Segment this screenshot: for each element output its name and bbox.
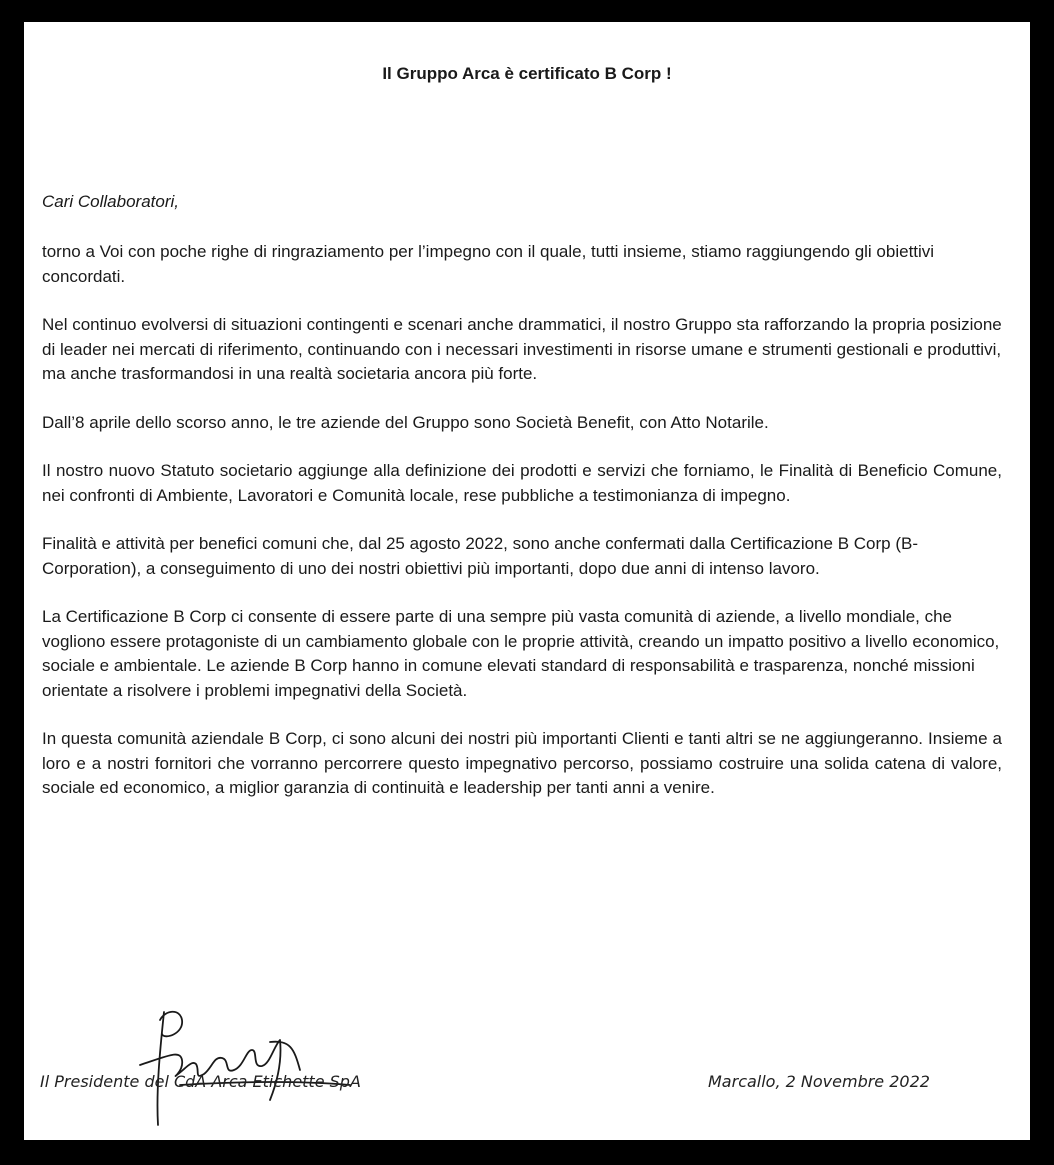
letter-body <box>42 240 1002 825</box>
signer-line: Il Presidente del CdA Arca Etichette SpA <box>40 1072 361 1091</box>
letter-footer <box>40 1072 1010 1100</box>
paragraph-2: Nel continuo evolversi di situazioni contingenti e scenari anche drammatici, il nostro Gruppo sta rafforzando la propria posizione di leader nei mercati di riferimento, continuando con i necessari investimenti in risorse umane e strumenti gestionali e produttivi, ma anche trasformandosi in una realtà societaria ancora più forte. <box>42 315 1002 383</box>
paragraph-1: torno a Voi con poche righe di ringraziamento per l’impegno con il quale, tutti insieme, stiamo raggiungendo gli obiettivi concordati. <box>42 242 935 286</box>
place-date: Marcallo, 2 Novembre 2022 <box>708 1072 930 1091</box>
paragraph-5: Finalità e attività per benefici comuni che, dal 25 agosto 2022, sono anche confermati dalla Certificazione B Corp (B-Corporation), a conseguimento di uno dei nostri obiettivi più importanti, dopo due anni di intenso lavoro. <box>42 534 918 578</box>
letter-title: Il Gruppo Arca è certificato B Corp ! <box>382 64 672 83</box>
paragraph-3: Dall’8 aprile dello scorso anno, le tre aziende del Gruppo sono Società Benefit, con Atto Notarile. <box>42 412 769 432</box>
paragraph-7: In questa comunità aziendale B Corp, ci sono alcuni dei nostri più importanti Clienti e tanti altri se ne aggiungeranno. Insieme a loro e a nostri fornitori che vorranno percorrere questo impegnativo percorso, possiamo costruire una solida catena di valore, sociale ed economico, a miglior garanzia di continuità e leadership per tanti anni a venire. <box>42 729 1002 797</box>
paragraph-6: La Certificazione B Corp ci consente di essere parte di una sempre più vasta comunità di aziende, a livello mondiale, che vogliono essere protagoniste di un cambiamento globale con le proprie attività, creando un impatto positivo a livello economico, sociale e ambientale. Le aziende B Corp hanno in comune elevati standard di responsabilità e trasparenza, nonché missioni orientate a risolvere i problemi impegnativi della Società. <box>42 607 1000 700</box>
salutation: Cari Collaboratori, <box>42 192 179 211</box>
handwritten-signature <box>120 990 400 1140</box>
letter-page <box>24 22 1030 1140</box>
paragraph-4: Il nostro nuovo Statuto societario aggiunge alla definizione dei prodotti e servizi che forniamo, le Finalità di Beneficio Comune, nei confronti di Ambiente, Lavoratori e Comunità locale, rese pubbliche a testimonianza di impegno. <box>42 461 1002 505</box>
